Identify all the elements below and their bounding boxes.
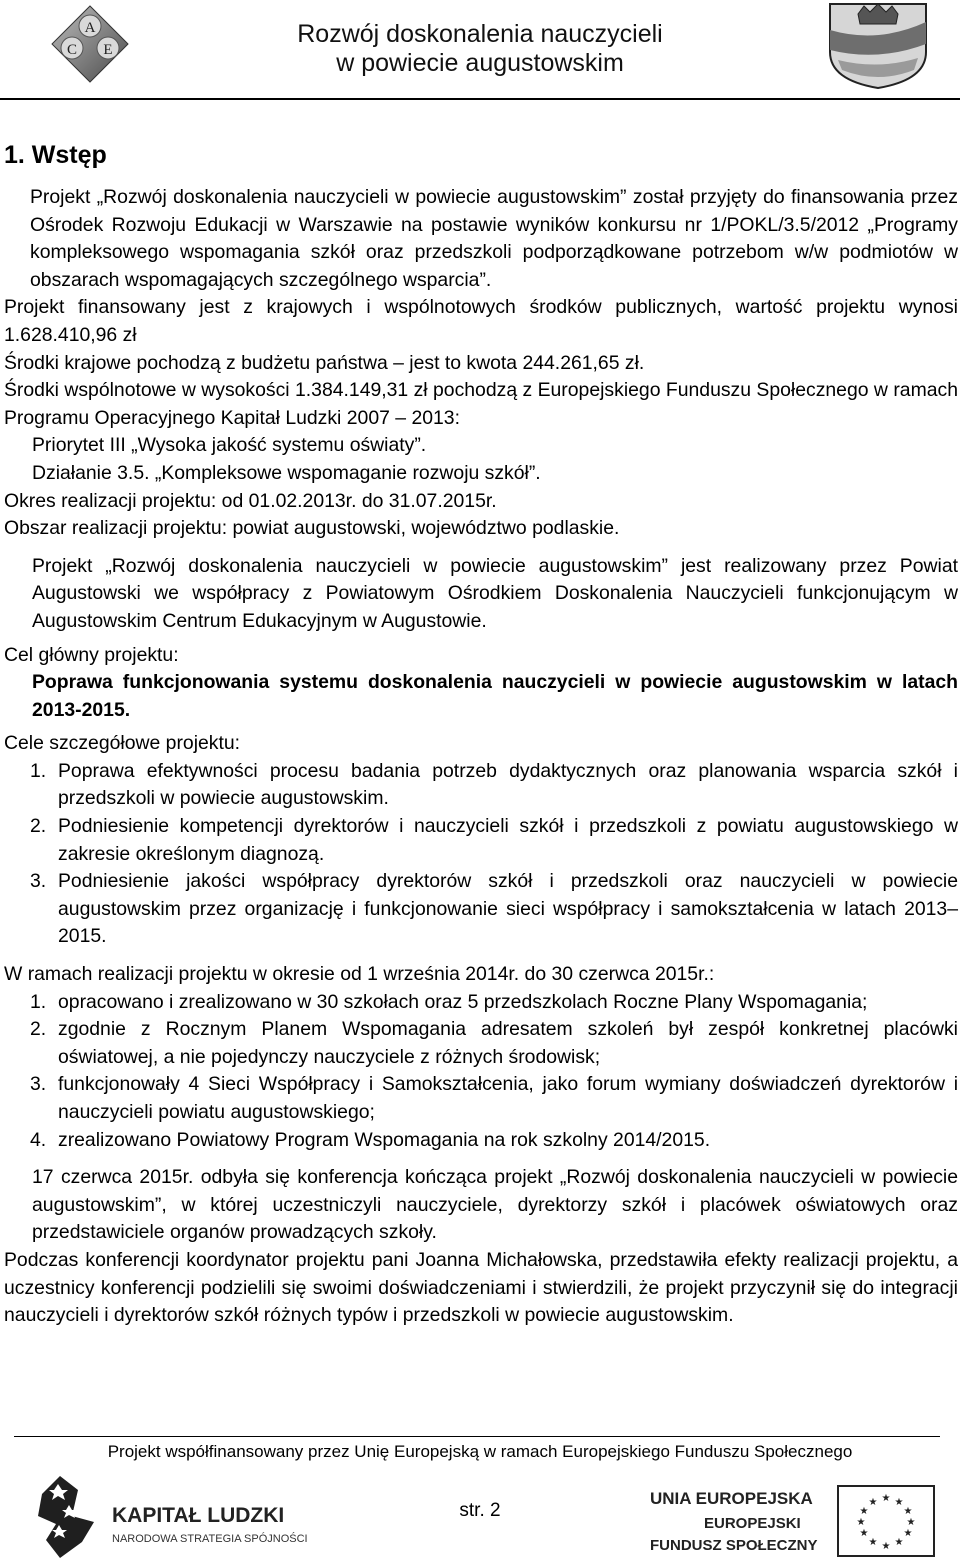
list-item-text: zgodnie z Rocznym Planem Wspomagania adresatem szkoleń był zespół konkretnej placówki oświatowej, a nie pojedynczy nauczyciele z różnych środowisk; <box>58 1018 958 1068</box>
list-item-text: Poprawa efektywności procesu badania potrzeb dydaktycznych oraz planowania wsparcia szkół i przedszkoli w powiecie augustowskim. <box>58 759 958 810</box>
list-item-text: opracowano i zrealizowano w 30 szkołach oraz 5 przedszkolach Roczne Plany Wspomagania; <box>58 990 868 1013</box>
conference-summary-paragraph: Podczas konferencji koordynator projektu pani Joanna Michałowska, przedstawiła efekty realizacji projektu, a uczestnicy konferencji podzielili się swoimi doświadczeniami i stwierdzili, że projekt przyczynił się do integracji nauczycieli i dyrektorów szkół różnych typów i przedszkoli w powiecie augustowskim. <box>4 1248 958 1327</box>
svg-text:★: ★ <box>894 1537 904 1548</box>
main-goal-label: Cel główny projektu: <box>4 643 179 666</box>
svg-text:★: ★ <box>903 1506 913 1517</box>
list-item <box>4 868 958 951</box>
list-item-number: 3. <box>30 1073 47 1096</box>
list-item-number: 2. <box>30 1018 47 1041</box>
list-item <box>4 813 958 868</box>
project-period: Okres realizacji projektu: od 01.02.2013r. do 31.07.2015r. <box>4 489 497 512</box>
funding-note: Projekt współfinansowany przez Unię Europejską w ramach Europejskiego Funduszu Społecznego <box>107 1442 853 1461</box>
national-funds-paragraph: Środki krajowe pochodzą z budżetu państwa – jest to kwota 244.261,65 zł. <box>4 351 645 374</box>
main-content <box>4 138 958 1330</box>
list-item-text: zrealizowano Powiatowy Program Wspomagania na rok szkolny 2014/2015. <box>58 1128 711 1151</box>
list-item <box>4 1127 958 1155</box>
cae-letter-c: C <box>66 42 78 58</box>
list-item-text: Podniesienie kompetencji dyrektorów i nauczycieli szkół i przedszkoli z powiatu augustowskiego w zakresie określonym diagnozą. <box>58 815 958 865</box>
svg-text:★: ★ <box>903 1528 913 1539</box>
list-item <box>4 1071 958 1126</box>
specific-goals-label: Cele szczegółowe projektu: <box>4 732 241 755</box>
eu-funds-paragraph: Środki wspólnotowe w wysokości 1.384.149,31 zł pochodzą z Europejskiego Funduszu Społecznego w ramach Programu Operacyjnego Kapitał Ludzki 2007 – 2013: <box>4 379 958 429</box>
kapital-ludzki-title: KAPITAŁ LUDZKI <box>112 1504 285 1527</box>
funding-value-paragraph: Projekt finansowany jest z krajowych i wspólnotowych środków publicznych, wartość projektu wynosi 1.628.410,96 zł <box>4 296 958 346</box>
header-title-line2: w powiecie augustowskim <box>336 49 624 77</box>
section-title: 1. Wstęp <box>4 141 107 169</box>
kapital-ludzki-logo <box>36 1470 316 1560</box>
eu-social-fund-logo <box>650 1484 940 1560</box>
cae-logo <box>28 4 158 88</box>
ue-line3: FUNDUSZ SPOŁECZNY <box>650 1537 818 1554</box>
list-item-number: 1. <box>30 759 47 782</box>
list-item <box>4 989 958 1017</box>
period-intro: W ramach realizacji projektu w okresie od 1 września 2014r. do 30 czerwca 2015r.: <box>4 963 715 986</box>
list-item <box>4 758 958 813</box>
header-title <box>180 20 780 78</box>
list-item-number: 1. <box>30 990 47 1013</box>
list-item-text: Podniesienie jakości współpracy dyrektorów szkół i przedszkoli oraz nauczycieli w powiecie augustowskim przez organizację i funkcjonowanie sieci współpracy i samokształcenia w latach 2013–2015. <box>58 870 958 948</box>
list-item-number: 4. <box>30 1128 47 1151</box>
header-title-line1: Rozwój doskonalenia nauczycieli <box>297 20 663 48</box>
conference-paragraph: 17 czerwca 2015r. odbyła się konferencja kończąca projekt „Rozwój doskonalenia nauczycieli w powiecie augustowskim”, w której uczestniczyli nauczyciele, dyrektorzy szkół i placówek oświatowych oraz przedstawiciele organów prowadzących szkoły. <box>32 1166 958 1244</box>
specific-goals-list <box>4 758 958 951</box>
list-item-number: 2. <box>30 815 47 838</box>
svg-text:★: ★ <box>859 1528 869 1539</box>
page-header <box>0 0 960 92</box>
page-number: str. 2 <box>459 1500 501 1521</box>
achievements-list <box>4 989 958 1155</box>
list-item <box>4 1016 958 1071</box>
header-divider <box>0 98 960 100</box>
svg-text:★: ★ <box>881 1493 891 1504</box>
cae-letter-a: A <box>84 20 96 36</box>
footer-divider <box>14 1436 940 1437</box>
cae-letter-e: E <box>103 42 113 58</box>
svg-text:★: ★ <box>894 1497 904 1508</box>
priority-line: Priorytet III „Wysoka jakość systemu oświaty”. <box>32 434 427 457</box>
project-area: Obszar realizacji projektu: powiat augustowski, województwo podlaskie. <box>4 517 620 540</box>
svg-text:★: ★ <box>906 1517 916 1528</box>
kapital-ludzki-subtitle: NARODOWA STRATEGIA SPÓJNOŚCI <box>112 1533 308 1545</box>
svg-text:★: ★ <box>859 1506 869 1517</box>
action-line: Działanie 3.5. „Kompleksowe wspomaganie rozwoju szkół”. <box>32 461 541 484</box>
intro-paragraph: Projekt „Rozwój doskonalenia nauczycieli w powiecie augustowskim” został przyjęty do finansowania przez Ośrodek Rozwoju Edukacji w Warszawie na postawie wyników konkursu nr 1/POKL/3.5/2012 „Programy kompleksowego wspomagania szkół oraz przedszkoli podporządkowane potrzebom w/w podmiotów w obszarach wspomagających szczególnego wsparcia”. <box>30 186 958 291</box>
svg-text:★: ★ <box>868 1537 878 1548</box>
main-goal: Poprawa funkcjonowania systemu doskonalenia nauczycieli w powiecie augustowskim w latach 2013-2015. <box>32 671 958 721</box>
svg-text:★: ★ <box>856 1517 866 1528</box>
svg-text:★: ★ <box>868 1497 878 1508</box>
realization-paragraph: Projekt „Rozwój doskonalenia nauczycieli w powiecie augustowskim” jest realizowany przez Powiat Augustowski we współpracy z Powiatowym Ośrodkiem Doskonalenia Nauczycieli funkcjonującym w Augustowskim Centrum Edukacyjnym w Augustowie. <box>32 554 958 632</box>
svg-text:★: ★ <box>881 1541 891 1552</box>
ue-line2: EUROPEJSKI <box>704 1515 801 1532</box>
list-item-number: 3. <box>30 870 47 893</box>
list-item-text: funkcjonowały 4 Sieci Współpracy i Samokształcenia, jako forum wymiany doświadczeń dyrektorów i nauczycieli powiatu augustowskiego; <box>58 1073 958 1123</box>
ue-title: UNIA EUROPEJSKA <box>650 1489 813 1508</box>
county-coat-of-arms-icon <box>818 0 938 90</box>
